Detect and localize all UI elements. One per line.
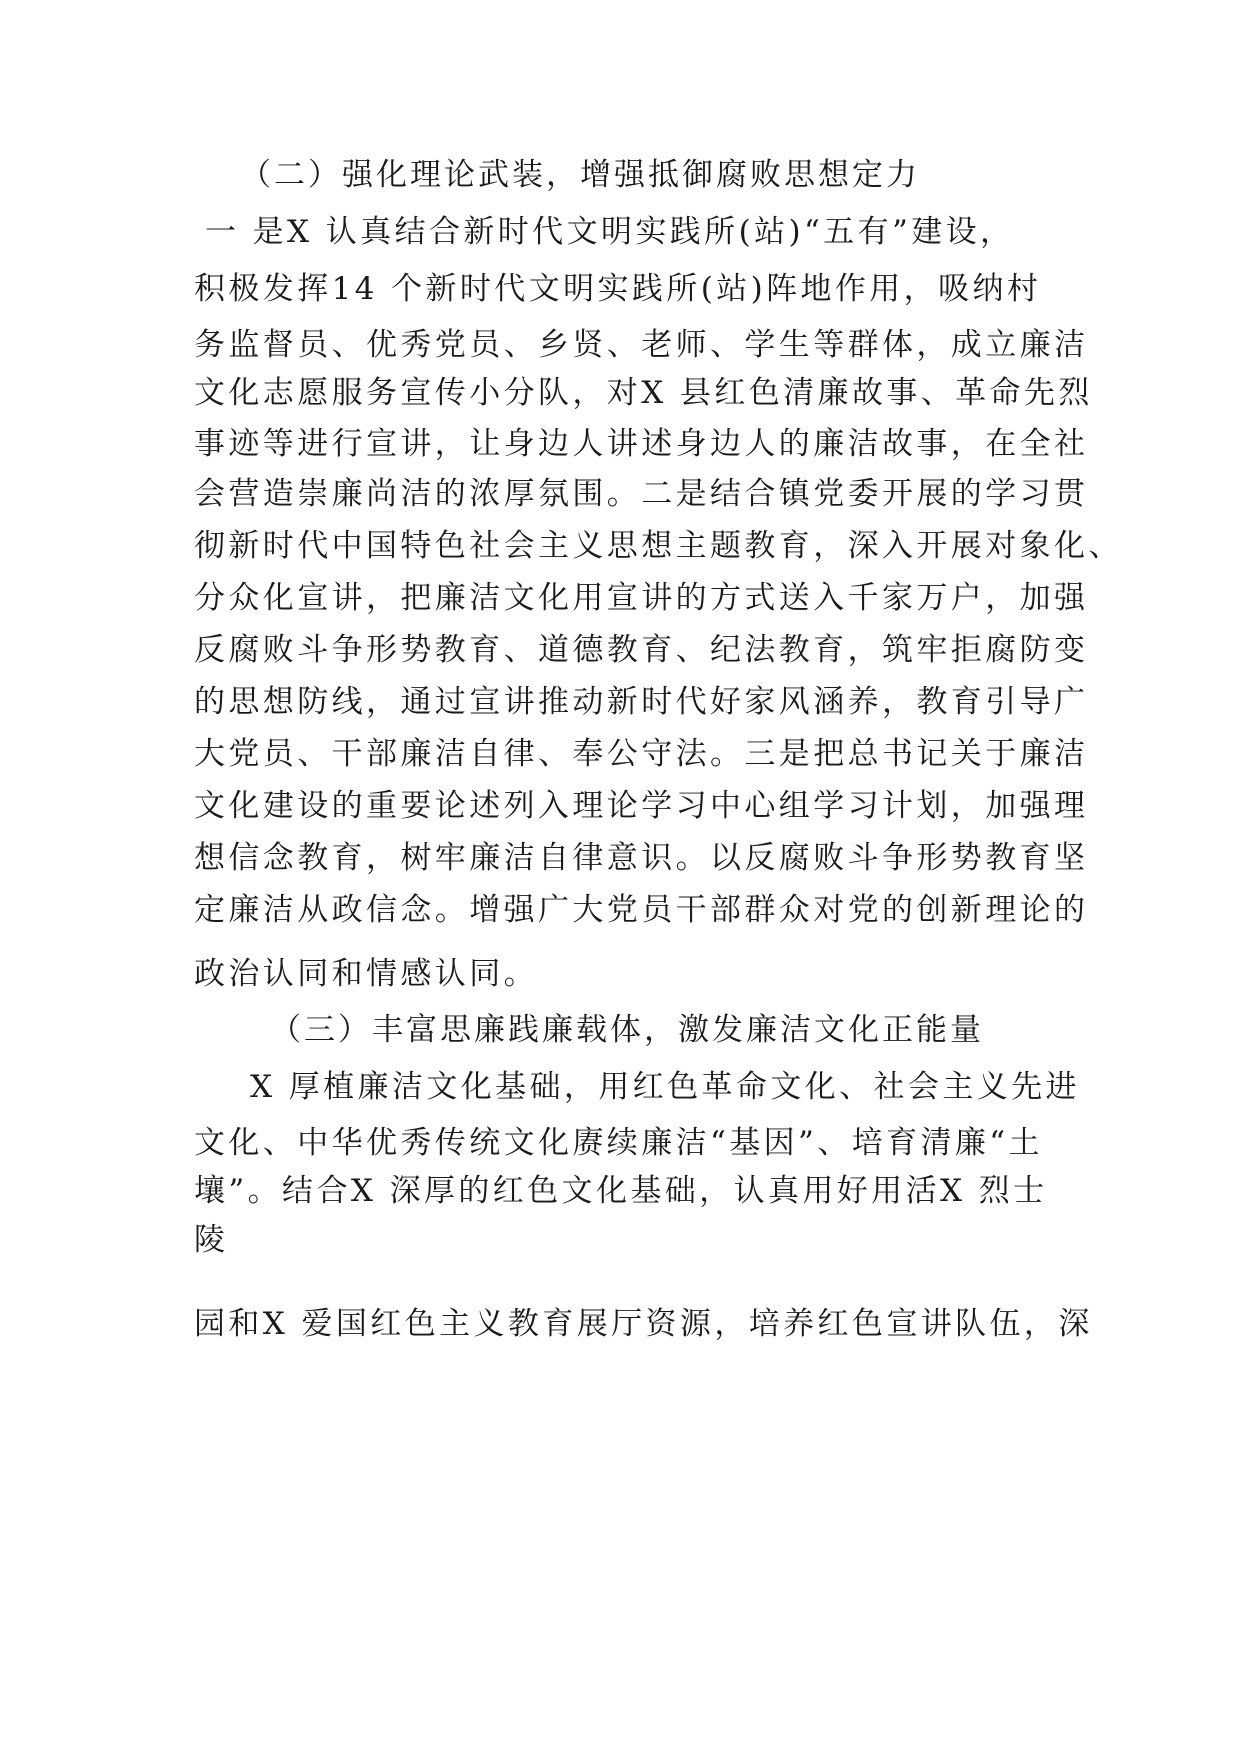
section-heading-2: （二）强化理论武装，增强抵御腐败思想定力 bbox=[240, 157, 920, 193]
paragraph-line: 文化志愿服务宣传小分队，对X 县红色清廉故事、革命先烈 bbox=[194, 375, 1093, 411]
paragraph-line: 务监督员、优秀党员、乡贤、老师、学生等群体，成立廉洁 bbox=[194, 327, 1089, 363]
paragraph-line: 政治认同和情感认同。 bbox=[194, 956, 538, 992]
paragraph-line: 积极发挥14 个新时代文明实践所(站)阵地作用，吸纳村 bbox=[194, 271, 1042, 307]
paragraph-line: 文化、中华优秀传统文化赓续廉洁“基因”、培育清廉“土 bbox=[194, 1125, 1043, 1161]
paragraph-line: X 厚植廉洁文化基础，用红色革命文化、社会主义先进 bbox=[250, 1069, 1080, 1105]
paragraph-line: 的思想防线，通过宣讲推动新时代好家风涵养，教育引导广 bbox=[194, 684, 1089, 720]
section-heading-3: （三）丰富思廉践廉载体，激发廉洁文化正能量 bbox=[270, 1012, 984, 1048]
paragraph-line: 壤”。结合X 深厚的红色文化基础，认真用好用活X 烈士 bbox=[194, 1173, 1048, 1209]
paragraph-line: 园和X 爱国红色主义教育展厅资源，培养红色宣讲队伍，深 bbox=[194, 1306, 1093, 1342]
paragraph-line: 反腐败斗争形势教育、道德教育、纪法教育，筑牢拒腐防变 bbox=[194, 632, 1089, 668]
paragraph-line: 文化建设的重要论述列入理论学习中心组学习计划，加强理 bbox=[194, 788, 1089, 824]
paragraph-line: 定廉洁从政信念。增强广大党员干部群众对党的创新理论的 bbox=[194, 892, 1089, 928]
paragraph-line: 陵 bbox=[194, 1222, 229, 1258]
paragraph-line: 一 是X 认真结合新时代文明实践所(站)“五有”建设， bbox=[205, 214, 1015, 250]
paragraph-line: 会营造崇廉尚洁的浓厚氛围。二是结合镇党委开展的学习贯 bbox=[194, 476, 1089, 512]
paragraph-line: 大党员、干部廉洁自律、奉公守法。三是把总书记关于廉洁 bbox=[194, 736, 1089, 772]
paragraph-line: 分众化宣讲，把廉洁文化用宣讲的方式送入千家万户，加强 bbox=[194, 580, 1089, 616]
paragraph-line: 事迹等进行宣讲，让身边人讲述身边人的廉洁故事，在全社 bbox=[194, 426, 1089, 462]
paragraph-line: 彻新时代中国特色社会主义思想主题教育，深入开展对象化、 bbox=[194, 528, 1123, 564]
paragraph-line: 想信念教育，树牢廉洁自律意识。以反腐败斗争形势教育坚 bbox=[194, 840, 1089, 876]
